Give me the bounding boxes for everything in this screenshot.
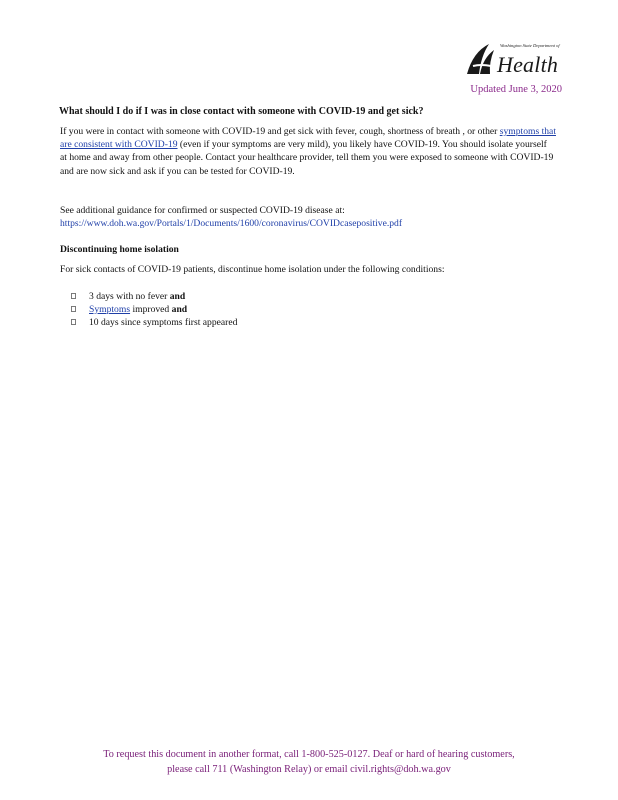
doh-logo-icon — [463, 40, 497, 80]
section-heading: Discontinuing home isolation — [60, 244, 179, 255]
updated-date: Updated June 3, 2020 — [470, 84, 562, 95]
logo-wordmark: Health — [497, 52, 559, 77]
bullet-icon — [71, 293, 76, 299]
symptoms-link[interactable]: symptoms that are consistent with COVID-19 — [60, 126, 556, 151]
condition-text: 10 days since symptoms first appeared — [89, 317, 238, 328]
guidance-paragraph — [60, 204, 556, 230]
question-heading: What should I do if I was in close contact with someone with COVID-19 and get sick? — [59, 106, 424, 117]
bullet-icon — [71, 306, 76, 312]
paragraph-text: (even if your symptoms are very mild), you likely have COVID-19. You should isolate yourself at home and away from other people. Contact your healthcare provider, tell them you were exposed to someone with COVID-19 and are now sick and ask if you can be tested for COVID-19. — [60, 139, 554, 177]
bullet-icon — [71, 319, 76, 325]
doh-logo — [463, 38, 567, 82]
condition-conjunction: and — [169, 291, 186, 302]
list-item — [70, 316, 237, 329]
guidance-url-link[interactable]: https://www.doh.wa.gov/Portals/1/Documents/1600/coronavirus/COVIDcasepositive.pdf — [60, 218, 403, 230]
paragraph-text: If you were in contact with someone with COVID-19 and get sick with fever, cough, shortness of breath , or other — [60, 126, 500, 137]
email-link[interactable]: civil.rights@doh.wa.gov — [350, 764, 451, 775]
condition-conjunction: and — [171, 304, 188, 315]
footer-line — [0, 762, 618, 777]
footer-line: To request this document in another format, call 1-800-525-0127. Deaf or hard of hearing customers, — [103, 749, 515, 760]
conditions-list — [70, 290, 237, 329]
footer-text: please call 711 (Washington Relay) or email — [167, 764, 351, 775]
guidance-text: See additional guidance for confirmed or suspected COVID-19 disease at: — [60, 205, 345, 216]
logo-tagline: Washington State Department of — [500, 43, 560, 48]
isolation-paragraph: For sick contacts of COVID-19 patients, discontinue home isolation under the following conditions: — [60, 264, 445, 275]
symptoms-link[interactable]: Symptoms — [89, 304, 131, 315]
contact-paragraph — [60, 125, 556, 178]
list-item — [70, 303, 237, 316]
list-item — [70, 290, 237, 303]
condition-text: improved — [130, 304, 172, 315]
condition-text: 3 days with no fever — [89, 291, 170, 302]
footer-notice — [0, 747, 618, 777]
